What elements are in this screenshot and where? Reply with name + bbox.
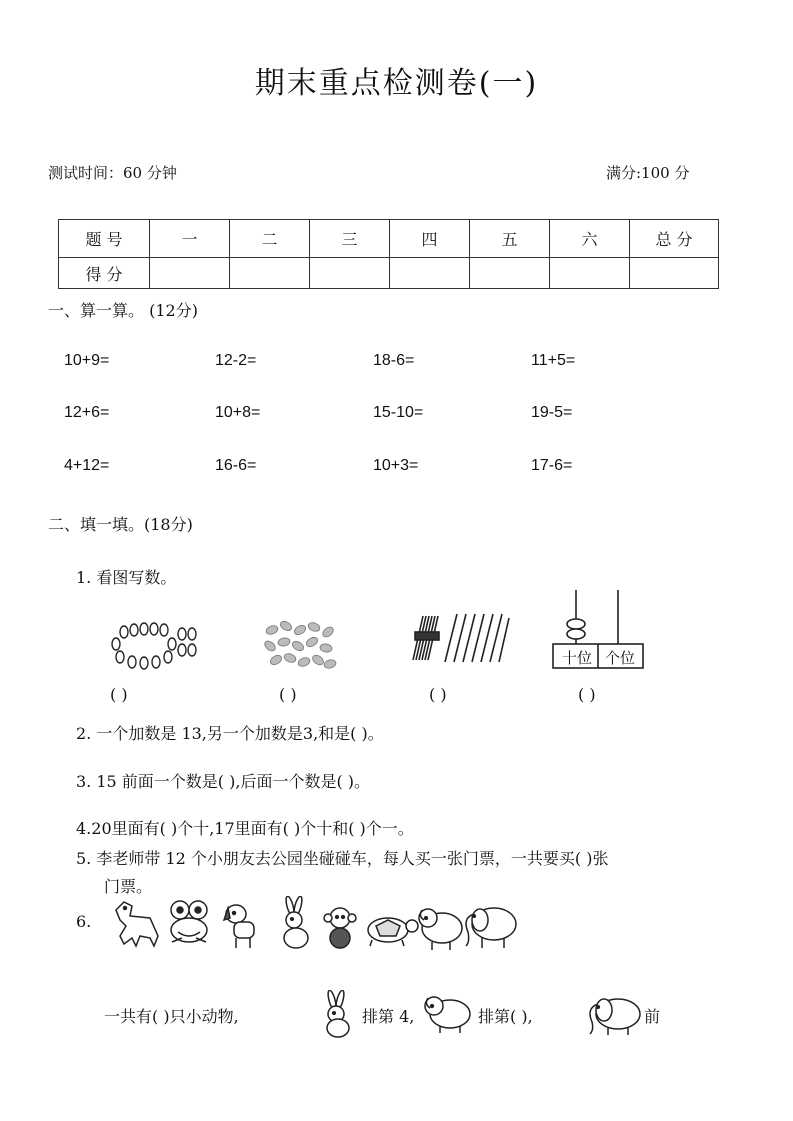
- section1-heading: 一、算一算。 (12分): [48, 301, 198, 320]
- table-cell: 一: [150, 220, 230, 258]
- monkey-icon: [324, 908, 356, 948]
- rabbit-icon: [318, 990, 358, 1038]
- table-cell: 四: [390, 220, 470, 258]
- answer-blank[interactable]: ( ): [429, 685, 447, 704]
- equation: 18-6=: [373, 352, 415, 369]
- score-input-cell[interactable]: [470, 258, 550, 289]
- beads-ring-icon: [110, 622, 200, 670]
- table-row: [59, 258, 719, 289]
- table-cell: 六: [550, 220, 630, 258]
- score-table: [58, 219, 719, 289]
- question-3: 3. 15 前面一个数是( ),后面一个数是( )。: [76, 772, 371, 791]
- tens-label: 十位: [561, 649, 592, 667]
- equation: 12-2=: [215, 352, 257, 369]
- table-row: [59, 220, 719, 258]
- score-input-cell[interactable]: [550, 258, 630, 289]
- question-2: 2. 一个加数是 13,另一个加数是3,和是( )。: [76, 724, 384, 743]
- score-input-cell[interactable]: [150, 258, 230, 289]
- table-cell: 得 分: [59, 258, 150, 289]
- equation: 4+12=: [64, 457, 110, 474]
- sheep-icon: [419, 909, 462, 950]
- frog-icon: [171, 901, 207, 942]
- counting-sticks-icon: [405, 610, 511, 668]
- question-6: 6.: [76, 912, 92, 931]
- equation: 17-6=: [531, 457, 573, 474]
- full-score: 满分:100 分: [606, 164, 690, 182]
- candies-icon: [262, 618, 338, 674]
- equation: 15-10=: [373, 404, 424, 421]
- equation: 11+5=: [531, 352, 576, 369]
- horse-icon: [116, 902, 158, 946]
- dog-icon: [224, 905, 254, 948]
- q6-front-text: 前: [644, 1007, 661, 1026]
- table-cell: 三: [310, 220, 390, 258]
- equation: 10+3=: [373, 457, 419, 474]
- test-time: 测试时间：60 分钟: [48, 164, 177, 182]
- equation: 10+9=: [64, 352, 110, 369]
- animals-row: [110, 896, 520, 952]
- elephant-icon: [586, 992, 642, 1036]
- sheep-icon: [422, 992, 474, 1034]
- question-1: 1. 看图写数。: [76, 568, 177, 587]
- question-4: 4.20里面有( )个十,17里面有( )个十和( )个一。: [76, 819, 414, 838]
- answer-blank[interactable]: ( ): [279, 685, 297, 704]
- answer-blank[interactable]: ( ): [578, 685, 596, 704]
- table-cell: 题 号: [59, 220, 150, 258]
- equation: 16-6=: [215, 457, 257, 474]
- rabbit-icon: [284, 896, 308, 948]
- elephant-icon: [466, 908, 516, 948]
- table-cell: 二: [230, 220, 310, 258]
- q6-sheep-rank[interactable]: 排第( ),: [478, 1007, 533, 1026]
- score-input-cell[interactable]: [390, 258, 470, 289]
- equation: 12+6=: [64, 404, 110, 421]
- section2-heading: 二、填一填。(18分): [48, 515, 193, 534]
- answer-blank[interactable]: ( ): [110, 685, 128, 704]
- q6-rabbit-rank: 排第 4,: [362, 1007, 415, 1026]
- score-input-cell[interactable]: [310, 258, 390, 289]
- score-input-cell[interactable]: [630, 258, 719, 289]
- question-5-cont: 门票。: [104, 877, 153, 896]
- ones-label: 个位: [604, 649, 635, 667]
- equation: 19-5=: [531, 404, 573, 421]
- question-5: 5. 李老师带 12 个小朋友去公园坐碰碰车，每人买一张门票，一共要买( )张: [76, 849, 609, 868]
- table-cell: 总 分: [630, 220, 719, 258]
- turtle-icon: [368, 918, 418, 946]
- score-input-cell[interactable]: [230, 258, 310, 289]
- page-title: 期末重点检测卷(一): [254, 66, 539, 101]
- q6-count-text: 一共有( )只小动物,: [104, 1007, 239, 1026]
- table-cell: 五: [470, 220, 550, 258]
- equation: 10+8=: [215, 404, 261, 421]
